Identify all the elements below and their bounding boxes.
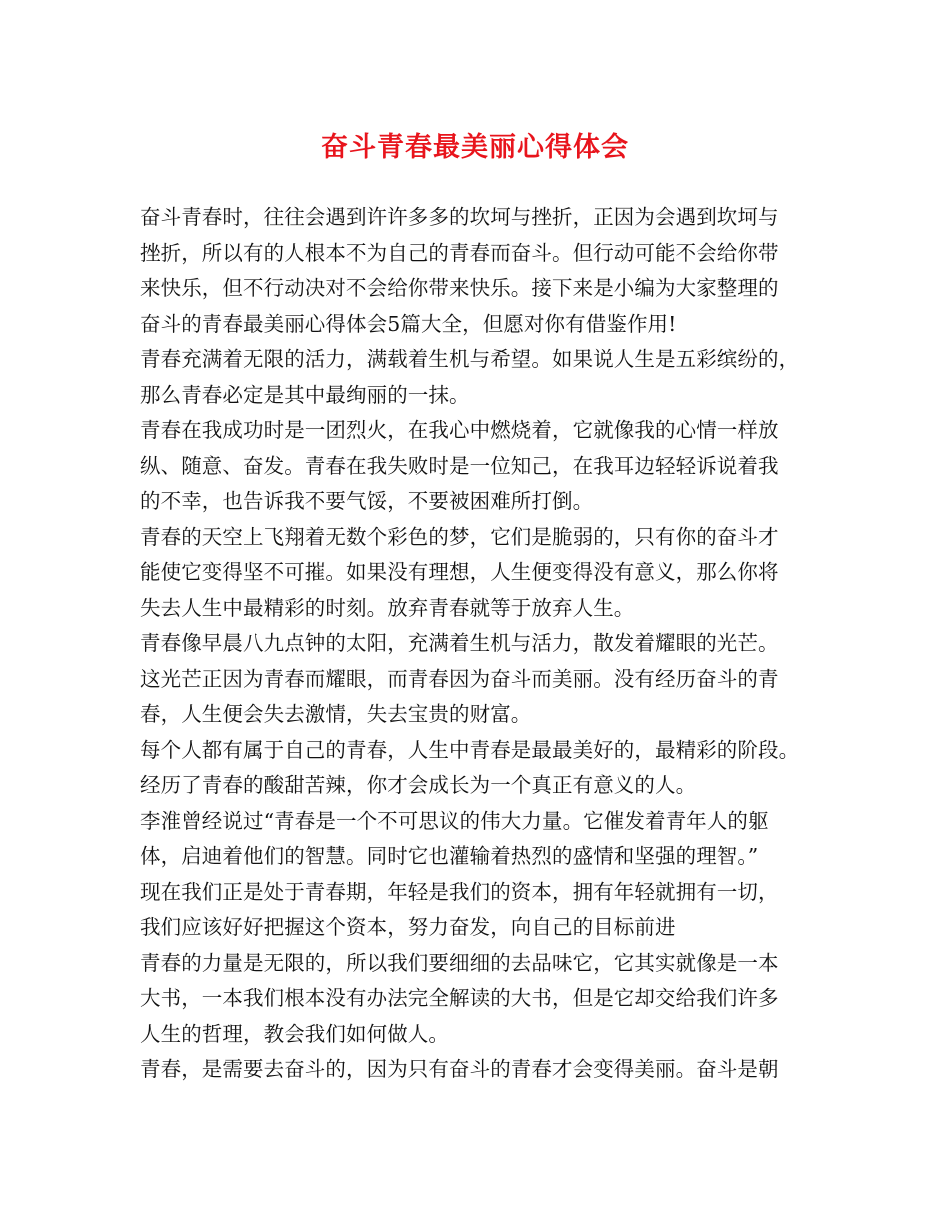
document-body: [140, 200, 830, 1088]
body-line: 现在我们正是处于青春期，年轻是我们的资本，拥有年轻就拥有一切，: [140, 879, 779, 904]
body-line: 经历了青春的酸甜苦辣，你才会成长为一个真正有意义的人。: [140, 773, 697, 797]
body-line: 奋斗的青春最美丽心得体会5篇大全，但愿对你有借鉴作用!: [140, 311, 677, 336]
document-title: 奋斗青春最美丽心得体会: [321, 132, 629, 163]
body-line: 那么青春必定是其中最绚丽的一抹。: [140, 382, 470, 407]
body-line: 青春像早晨八九点钟的太阳，充满着生机与活力，散发着耀眼的光芒。: [140, 631, 779, 655]
body-line: 青春的力量是无限的，所以我们要细细的去品味它，它其实就像是一本: [140, 950, 779, 975]
body-line: 体，启迪着他们的智慧。同时它也灌输着热烈的盛情和坚强的理智。”: [140, 844, 759, 868]
body-line: 青春的天空上飞翔着无数个彩色的梦，它们是脆弱的，只有你的奋斗才: [140, 524, 779, 549]
body-line: 青春，是需要去奋斗的，因为只有奋斗的青春才会变得美丽。奋斗是朝: [140, 1057, 779, 1081]
body-line: 李淮曾经说过“青春是一个不可思议的伟大力量。它催发着青年人的躯: [140, 808, 769, 833]
body-line: 青春在我成功时是一团烈火，在我心中燃烧着，它就像我的心情一样放: [140, 418, 779, 442]
body-line: 的不幸，也告诉我不要气馁，不要被困难所打倒。: [140, 489, 594, 513]
body-line: 青春充满着无限的活力，满载着生机与希望。如果说人生是五彩缤纷的，: [140, 347, 800, 371]
body-line: 挫折，所以有的人根本不为自己的青春而奋斗。但行动可能不会给你带: [140, 240, 779, 265]
body-line: 失去人生中最精彩的时刻。放弃青春就等于放弃人生。: [140, 595, 635, 620]
body-line: 这光芒正因为青春而耀眼，而青春因为奋斗而美丽。没有经历奋斗的青: [140, 666, 779, 691]
body-line: 每个人都有属于自己的青春，人生中青春是最最美好的，最精彩的阶段。: [140, 737, 800, 762]
body-line: 人生的哲理，教会我们如何做人。: [140, 1021, 449, 1046]
body-line: 纵、随意、奋发。青春在我失败时是一位知己，在我耳边轻轻诉说着我: [140, 453, 779, 478]
body-line: 大书，一本我们根本没有办法完全解读的大书，但是它却交给我们许多: [140, 986, 779, 1010]
body-line: 奋斗青春时，往往会遇到许许多多的坎坷与挫折，正因为会遇到坎坷与: [140, 205, 779, 229]
body-line: 我们应该好好把握这个资本，努力奋发，向自己的目标前进: [140, 915, 676, 939]
body-line: 能使它变得坚不可摧。如果没有理想，人生便变得没有意义，那么你将: [140, 560, 779, 584]
body-line: 来快乐，但不行动决对不会给你带来快乐。接下来是小编为大家整理的: [140, 276, 779, 300]
body-line: 春，人生便会失去激情，失去宝贵的财富。: [140, 702, 532, 726]
